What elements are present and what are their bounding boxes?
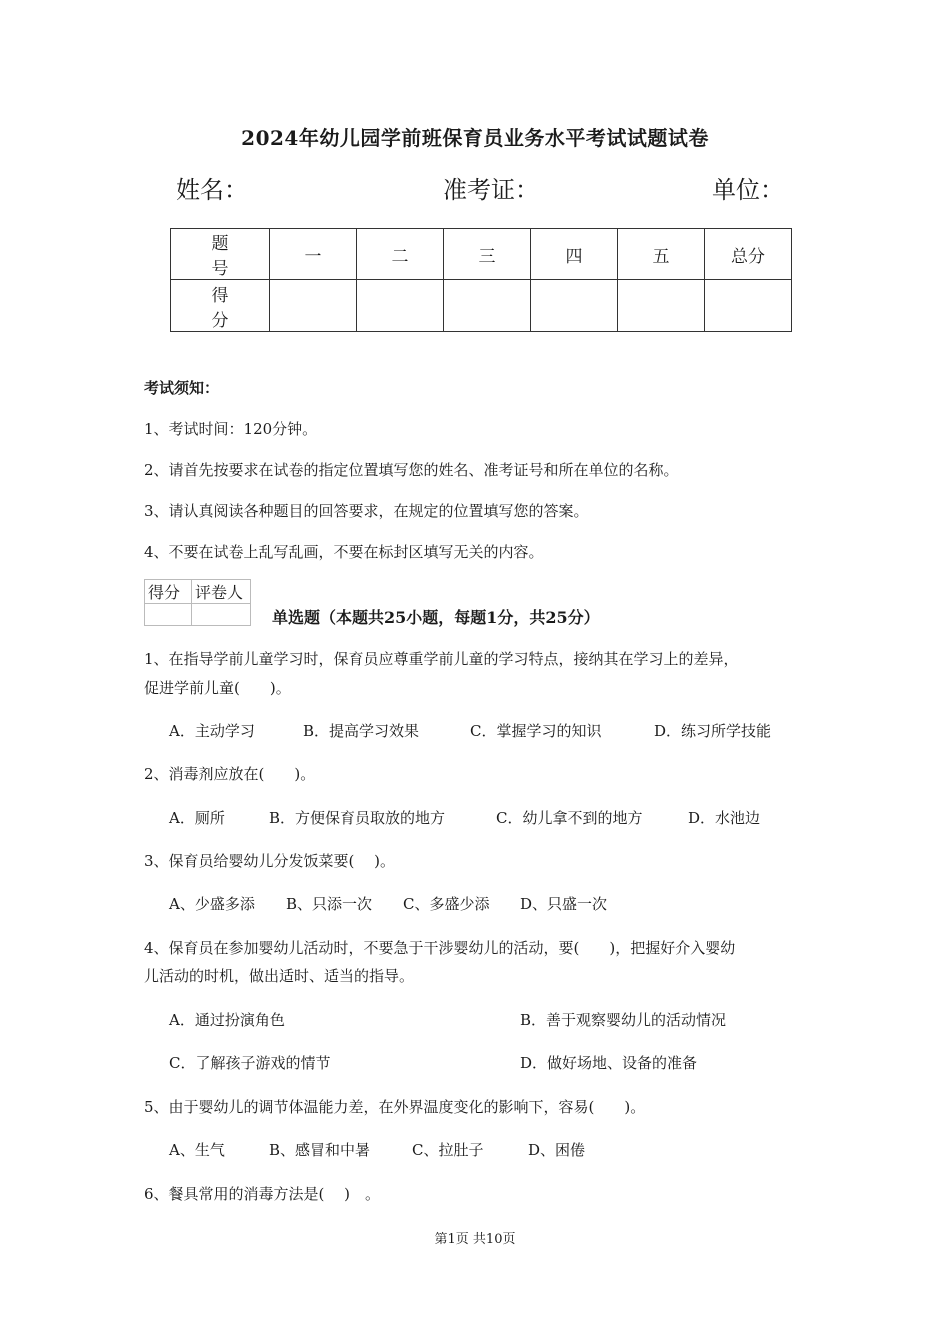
question-3-option-c: C、多盛少添 — [403, 895, 490, 913]
question-2-option-c: C．幼儿拿不到的地方 — [496, 809, 643, 827]
grader-name-label: 评卷人 — [192, 580, 251, 604]
question-3-stem: 3、保育员给婴幼儿分发饭菜要( )。 — [144, 852, 396, 870]
grader-name-cell — [192, 604, 251, 626]
score-table-score-row — [171, 280, 792, 332]
question-5-stem: 5、由于婴幼儿的调节体温能力差，在外界温度变化的影响下，容易( )。 — [144, 1098, 646, 1116]
total-score-cell — [705, 280, 792, 332]
name-label: 姓名： — [176, 176, 248, 204]
exam-id-label: 准考证： — [443, 176, 539, 204]
instruction-item: 1、考试时间：120分钟。 — [144, 420, 318, 438]
question-2-option-b: B．方便保育员取放的地方 — [269, 809, 446, 827]
question-5-option-b: B、感冒和中暑 — [269, 1141, 371, 1159]
score-cell — [531, 280, 618, 332]
grader-box — [144, 579, 251, 626]
page-footer: 第1页 共10页 — [434, 1232, 516, 1247]
unit-label: 单位： — [712, 176, 784, 204]
question-number-label: 题 号 — [171, 229, 270, 280]
question-4-option-d: D．做好场地、设备的准备 — [520, 1054, 698, 1072]
section-4-header: 四 — [531, 229, 618, 280]
section-5-header: 五 — [618, 229, 705, 280]
question-4-option-a: A．通过扮演角色 — [169, 1011, 285, 1029]
score-cell — [270, 280, 357, 332]
instruction-item: 3、请认真阅读各种题目的回答要求，在规定的位置填写您的答案。 — [144, 502, 589, 520]
instructions-heading: 考试须知： — [144, 379, 220, 397]
question-1-option-a: A．主动学习 — [169, 722, 255, 740]
score-table-header-row — [171, 229, 792, 280]
grader-score-cell — [145, 604, 192, 626]
score-cell — [444, 280, 531, 332]
score-table — [170, 228, 792, 332]
section-1-header: 一 — [270, 229, 357, 280]
question-5-option-c: C、拉肚子 — [412, 1141, 484, 1159]
question-1-option-b: B．提高学习效果 — [303, 722, 420, 740]
question-2-stem: 2、消毒剂应放在( )。 — [144, 765, 316, 783]
question-1-stem-cont: 促进学前儿童( )。 — [144, 679, 291, 697]
question-5-option-a: A、生气 — [169, 1141, 225, 1159]
question-1-option-c: C．掌握学习的知识 — [470, 722, 602, 740]
question-1-option-d: D．练习所学技能 — [654, 722, 772, 740]
total-header: 总分 — [705, 229, 792, 280]
section-3-header: 三 — [444, 229, 531, 280]
question-4-stem-cont: 儿活动的时机，做出适时、适当的指导。 — [144, 967, 415, 985]
question-2-option-a: A．厕所 — [169, 809, 225, 827]
question-4-option-b: B．善于观察婴幼儿的活动情况 — [520, 1011, 727, 1029]
question-3-option-b: B、只添一次 — [286, 895, 373, 913]
instruction-item: 4、不要在试卷上乱写乱画，不要在标封区填写无关的内容。 — [144, 543, 544, 561]
question-5-option-d: D、困倦 — [528, 1141, 586, 1159]
score-cell — [357, 280, 444, 332]
question-3-option-d: D、只盛一次 — [520, 895, 608, 913]
instruction-item: 2、请首先按要求在试卷的指定位置填写您的姓名、准考证号和所在单位的名称。 — [144, 461, 679, 479]
question-1-stem: 1、在指导学前儿童学习时，保育员应尊重学前儿童的学习特点，接纳其在学习上的差异， — [144, 650, 739, 668]
question-6-stem: 6、餐具常用的消毒方法是( ) 。 — [144, 1185, 381, 1203]
question-4-stem: 4、保育员在参加婴幼儿活动时，不要急于干涉婴幼儿的活动，要( )，把握好介入婴幼 — [144, 939, 736, 957]
section-2-header: 二 — [357, 229, 444, 280]
question-3-option-a: A、少盛多添 — [169, 895, 255, 913]
page-title: 2024年幼儿园学前班保育员业务水平考试试题试卷 — [241, 126, 709, 150]
question-4-option-c: C．了解孩子游戏的情节 — [169, 1054, 331, 1072]
score-cell — [618, 280, 705, 332]
section-title: 单选题（本题共25小题，每题1分，共25分） — [272, 608, 600, 627]
question-2-option-d: D．水池边 — [688, 809, 761, 827]
score-label: 得 分 — [171, 280, 270, 332]
grader-score-label: 得分 — [145, 580, 192, 604]
